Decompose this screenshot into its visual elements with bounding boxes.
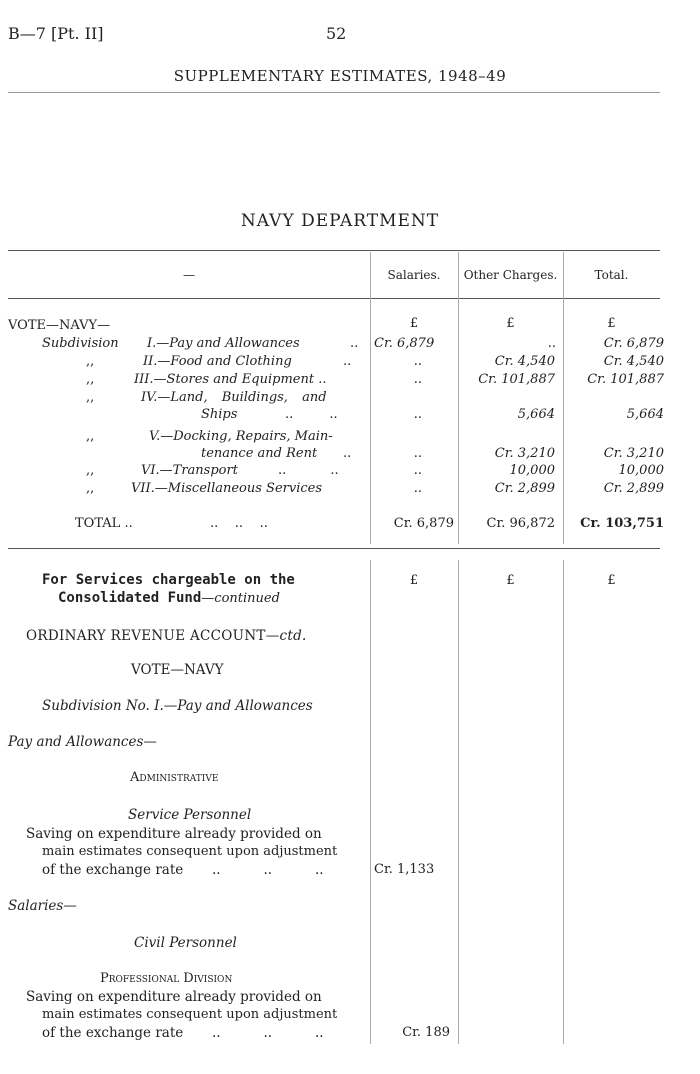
continued-suffix: —continued (201, 591, 280, 606)
row-4-prefix: ,, (86, 390, 95, 405)
service-personnel-heading: Service Personnel (128, 807, 252, 823)
row-1-dots: .. (350, 336, 359, 351)
page-number: 52 (326, 24, 347, 43)
row-4-other: 5,664 (517, 407, 555, 422)
row-1-total: Cr. 6,879 (603, 336, 664, 351)
row-2-total: Cr. 4,540 (603, 354, 664, 369)
services-heading-line2 (58, 590, 280, 606)
vote-navy-label: VOTE—NAVY— (8, 318, 111, 333)
col-header-salaries: Salaries. (387, 268, 441, 282)
row-4-dots: .. .. (285, 407, 338, 422)
row-5-total: Cr. 3,210 (603, 446, 664, 461)
saving1-line1: Saving on expenditure already provided on (26, 826, 322, 842)
account-heading (26, 628, 307, 644)
sec2-currency-salaries: £ (409, 573, 419, 588)
row-6-salaries: .. (413, 463, 422, 478)
salaries-heading: Salaries— (8, 898, 77, 914)
table-top-rule (8, 250, 660, 251)
row-5-dots: .. (343, 446, 352, 461)
sec2-col-divider-1 (370, 560, 371, 1044)
row-2-prefix: ,, (86, 354, 95, 369)
col-header-total: Total. (594, 268, 629, 282)
row-2-dots: .. (343, 354, 352, 369)
col-divider-1 (370, 252, 371, 544)
row-5-other: Cr. 3,210 (494, 446, 555, 461)
row-3-total: Cr. 101,887 (587, 372, 664, 387)
row-6-other: 10,000 (509, 463, 555, 478)
sec2-col-divider-3 (563, 560, 564, 1044)
row-2-label: II.—Food and Clothing (143, 354, 292, 369)
currency-total: £ (607, 316, 616, 331)
civil-personnel-heading: Civil Personnel (134, 935, 237, 951)
page-title: SUPPLEMENTARY ESTIMATES, 1948–49 (173, 67, 507, 85)
saving2-line3: of the exchange rate (42, 1025, 184, 1041)
row-1-prefix: Subdivision (42, 336, 119, 351)
row-1-label: I.—Pay and Allowances (147, 336, 300, 351)
row-7-total: Cr. 2,899 (603, 481, 664, 496)
professional-division-heading: Professional Division (100, 971, 233, 986)
saving2-dots: .. .. .. (212, 1025, 324, 1041)
row-4-salaries: .. (413, 407, 422, 422)
row-6-label: VI.—Transport (141, 463, 238, 478)
administrative-heading: Administrative (130, 770, 219, 785)
row-6-prefix: ,, (86, 463, 95, 478)
row-7-other: Cr. 2,899 (494, 481, 555, 496)
account-name: ORDINARY REVENUE ACCOUNT (26, 628, 266, 644)
saving2-amount: Cr. 189 (402, 1025, 450, 1040)
row-1-other: .. (547, 336, 556, 351)
row-6-total: 10,000 (618, 463, 664, 478)
total-label: TOTAL .. (75, 516, 133, 531)
row-6-dots: .. .. (278, 463, 339, 478)
row-5-label: V.—Docking, Repairs, Main- (149, 429, 333, 444)
saving1-dots: .. .. .. (212, 862, 324, 878)
row-3-other: Cr. 101,887 (478, 372, 555, 387)
row-4-label-cont: Ships (201, 407, 238, 422)
sec2-currency-total: £ (607, 573, 616, 588)
services-heading-line1: For Services chargeable on the (42, 572, 295, 588)
table-bottom-rule (8, 548, 660, 549)
sec2-col-divider-2 (458, 560, 459, 1044)
row-5-label-cont: tenance and Rent (201, 446, 318, 461)
row-2-other: Cr. 4,540 (494, 354, 555, 369)
currency-other: £ (506, 316, 515, 331)
consolidated-fund: Consolidated Fund (58, 590, 202, 606)
header-rule (8, 92, 660, 93)
row-4-label: IV.—Land, Buildings, and (141, 390, 327, 405)
page-code: B—7 [Pt. II] (8, 24, 104, 43)
row-7-salaries: .. (413, 481, 422, 496)
account-suffix: —ctd. (265, 628, 307, 644)
total-total: Cr. 103,751 (580, 516, 664, 531)
pay-allowances-heading: Pay and Allowances— (8, 734, 157, 750)
saving1-line2: main estimates consequent upon adjustment (42, 844, 338, 859)
col-header-blank: — (183, 268, 195, 282)
col-header-other-charges: Other Charges. (463, 268, 558, 282)
col-divider-2 (458, 252, 459, 544)
sec2-currency-other: £ (506, 573, 515, 588)
row-3-prefix: ,, (86, 372, 95, 387)
saving1-amount: Cr. 1,133 (374, 862, 435, 877)
row-5-prefix: ,, (86, 429, 95, 444)
saving2-line2: main estimates consequent upon adjustment (42, 1007, 338, 1022)
saving2-line1: Saving on expenditure already provided on (26, 989, 322, 1005)
row-4-total: 5,664 (626, 407, 664, 422)
subdivision-heading: Subdivision No. I.—Pay and Allowances (42, 698, 313, 714)
total-salaries: Cr. 6,879 (393, 516, 454, 531)
row-7-prefix: ,, (86, 481, 95, 496)
saving1-line3: of the exchange rate (42, 862, 184, 878)
row-7-label: VII.—Miscellaneous Services (131, 481, 323, 496)
total-dots: .. .. .. (210, 516, 268, 531)
row-5-salaries: .. (413, 446, 422, 461)
row-2-salaries: .. (413, 354, 422, 369)
col-divider-3 (563, 252, 564, 544)
department-heading: NAVY DEPARTMENT (240, 211, 440, 231)
total-other: Cr. 96,872 (486, 516, 555, 531)
row-3-salaries: .. (413, 372, 422, 387)
vote-heading: VOTE—NAVY (131, 662, 224, 678)
row-1-salaries: Cr. 6,879 (374, 336, 435, 351)
currency-salaries: £ (409, 316, 419, 331)
row-3-label: III.—Stores and Equipment .. (134, 372, 327, 387)
